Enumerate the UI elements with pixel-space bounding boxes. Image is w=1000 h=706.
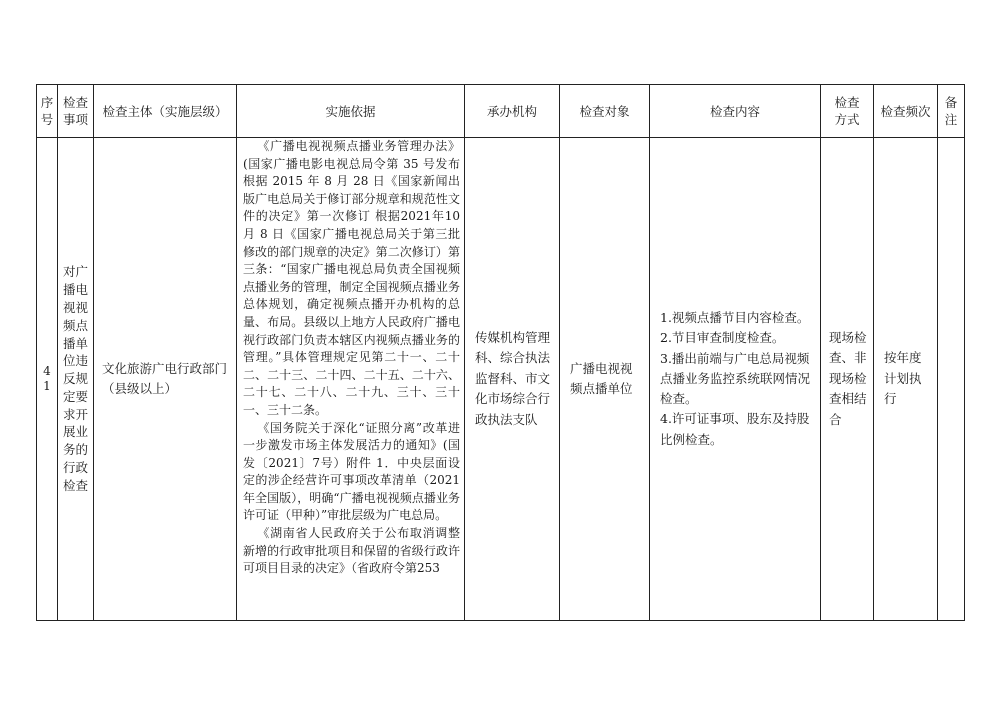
inspection-table [36,84,965,621]
header-basis: 实施依据 [237,85,465,138]
basis-paragraph: 《广播电视视频点播业务管理办法》(国家广播电影电视总局令第 35 号发布 根据 2015 年 8 月 28 日《国家新闻出版广电总局关于修订部分规章和规范性文件的决定》第一次修订 根据2021年10月 8 日《国家广播电视总局关于第三批修改的部门规章的决定》第二次修订）第三条：“国家广播电视总局负责全国视频点播业务的管理，制定全国视频点播业务总体规划，确定视频点播开办机构的总量、布局。县级以上地方人民政府广播电视行政部门负责本辖区内视频点播业务的管理。”具体管理规定见第二十一、二十二、二十三、二十四、二十五、二十六、二十七、二十八、二十九、三十、三十一、三十二条。 [243,139,460,417]
cell-content [650,138,821,621]
table-row [37,138,965,621]
header-item: 检查事项 [58,85,94,138]
header-org: 承办机构 [465,85,560,138]
content-item: 4.许可证事项、股东及持股比例检查。 [660,411,810,447]
basis-paragraph: 《国务院关于深化“证照分离”改革进一步激发市场主体发展活力的通知》(国发〔2021〕7号）附件 1．中央层面设定的涉企经营许可事项改革清单（2021 年全国版），明确“广播电视视频点播业务许可证（甲种）”审批层级为广电总局。 [243,420,460,523]
content-item: 1.视频点播节目内容检查。 [660,309,810,325]
header-target: 检查对象 [560,85,650,138]
basis-paragraph: 《湖南省人民政府关于公布取消调整新增的行政审批项目和保留的省级行政许可项目目录的决定》（省政府令第253 [243,526,460,576]
header-method: 检查方式 [821,85,874,138]
cell-target: 广播电视视频点播单位 [560,138,650,621]
content-item: 3.播出前端与广电总局视频点播业务监控系统联网情况检查。 [660,350,811,407]
header-frequency: 检查频次 [874,85,938,138]
cell-frequency: 按年度计划执行 [874,138,938,621]
cell-org: 传媒机构管理科、综合执法监督科、市文化市场综合行政执法支队 [465,138,560,621]
header-content: 检查内容 [650,85,821,138]
header-seq: 序号 [37,85,58,138]
cell-method: 现场检查、非现场检查相结合 [821,138,874,621]
header-subject: 检查主体（实施层级） [94,85,237,138]
header-row [37,85,965,138]
cell-seq: 41 [37,138,58,621]
cell-basis [237,138,465,621]
header-remarks: 备注 [938,85,965,138]
cell-item: 对广播电视视频点播单位违反规定要求开展业务的行政检查 [58,138,94,621]
cell-remarks [938,138,965,621]
cell-subject: 文化旅游广电行政部门（县级以上） [94,138,237,621]
content-item: 2.节目审查制度检查。 [660,330,785,346]
